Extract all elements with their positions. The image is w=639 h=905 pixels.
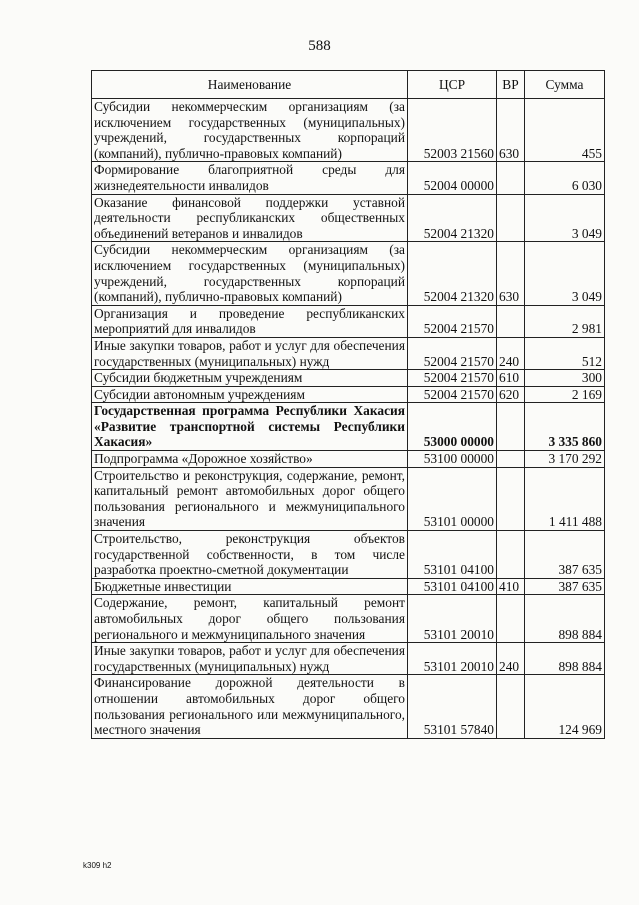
row-csr-cell: 53101 57840 (408, 675, 497, 738)
table-row (92, 305, 605, 337)
row-name-cell: Бюджетные инвестиции (92, 578, 408, 595)
row-name-cell: Организация и проведение республиканских мероприятий для инвалидов (92, 305, 408, 337)
row-vr-cell: 610 (497, 370, 525, 387)
row-name-cell: Субсидии бюджетным учреждениям (92, 370, 408, 387)
row-csr-cell: 53101 04100 (408, 531, 497, 579)
row-csr-cell: 52004 21570 (408, 370, 497, 387)
table-row (92, 242, 605, 305)
row-sum-cell: 455 (525, 99, 605, 162)
row-name-cell: Субсидии некоммерческим организациям (за исключением государственных (муниципальных) учреждений, государственных корпораций (компаний), публично-правовых компаний) (92, 242, 408, 305)
table-row (92, 467, 605, 530)
header-sum: Сумма (525, 71, 605, 99)
row-vr-cell (497, 403, 525, 451)
table-row (92, 194, 605, 242)
row-vr-cell (497, 451, 525, 468)
header-vr: ВР (497, 71, 525, 99)
table-row (92, 403, 605, 451)
table-row (92, 675, 605, 738)
row-vr-cell (497, 531, 525, 579)
table-row (92, 643, 605, 675)
row-vr-cell: 630 (497, 99, 525, 162)
row-vr-cell (497, 194, 525, 242)
row-sum-cell: 300 (525, 370, 605, 387)
budget-table (91, 70, 605, 739)
row-vr-cell: 240 (497, 337, 525, 369)
row-sum-cell: 387 635 (525, 578, 605, 595)
row-vr-cell (497, 467, 525, 530)
row-sum-cell: 898 884 (525, 643, 605, 675)
row-csr-cell: 52004 21570 (408, 386, 497, 403)
row-name-cell: Строительство, реконструкция объектов государственной собственности, в том числе разработка проектно-сметной документации (92, 531, 408, 579)
row-name-cell: Иные закупки товаров, работ и услуг для обеспечения государственных (муниципальных) нужд (92, 337, 408, 369)
row-sum-cell: 387 635 (525, 531, 605, 579)
table-row (92, 531, 605, 579)
row-name-cell: Государственная программа Республики Хакасия «Развитие транспортной системы Республики Хакасия» (92, 403, 408, 451)
row-vr-cell (497, 305, 525, 337)
row-name-cell: Субсидии автономным учреждениям (92, 386, 408, 403)
row-vr-cell: 630 (497, 242, 525, 305)
table-row (92, 451, 605, 468)
row-sum-cell: 1 411 488 (525, 467, 605, 530)
row-vr-cell (497, 675, 525, 738)
row-name-cell: Подпрограмма «Дорожное хозяйство» (92, 451, 408, 468)
row-sum-cell: 2 981 (525, 305, 605, 337)
row-sum-cell: 898 884 (525, 595, 605, 643)
row-name-cell: Субсидии некоммерческим организациям (за исключением государственных (муниципальных) учреждений, государственных корпораций (компаний), публично-правовых компаний) (92, 99, 408, 162)
header-csr: ЦСР (408, 71, 497, 99)
row-csr-cell: 52004 00000 (408, 162, 497, 194)
row-csr-cell: 53101 20010 (408, 643, 497, 675)
row-csr-cell: 52004 21320 (408, 242, 497, 305)
table-header-row (92, 71, 605, 99)
table-row (92, 99, 605, 162)
row-csr-cell: 52004 21570 (408, 337, 497, 369)
row-sum-cell: 3 049 (525, 242, 605, 305)
row-vr-cell: 620 (497, 386, 525, 403)
row-csr-cell: 52003 21560 (408, 99, 497, 162)
table-row (92, 370, 605, 387)
footer-code: k309 h2 (83, 861, 112, 870)
row-vr-cell (497, 595, 525, 643)
row-name-cell: Формирование благоприятной среды для жизнедеятельности инвалидов (92, 162, 408, 194)
row-sum-cell: 3 049 (525, 194, 605, 242)
table-row (92, 595, 605, 643)
row-name-cell: Финансирование дорожной деятельности в отношении автомобильных дорог общего пользования регионального или межмуниципального, местного значения (92, 675, 408, 738)
row-csr-cell: 53101 20010 (408, 595, 497, 643)
row-vr-cell: 240 (497, 643, 525, 675)
row-csr-cell: 53101 04100 (408, 578, 497, 595)
header-name: Наименование (92, 71, 408, 99)
row-sum-cell: 512 (525, 337, 605, 369)
row-vr-cell (497, 162, 525, 194)
row-csr-cell: 52004 21320 (408, 194, 497, 242)
row-csr-cell: 53101 00000 (408, 467, 497, 530)
row-name-cell: Содержание, ремонт, капитальный ремонт автомобильных дорог общего пользования регионального и межмуниципального значения (92, 595, 408, 643)
table-row (92, 162, 605, 194)
row-sum-cell: 3 335 860 (525, 403, 605, 451)
row-sum-cell: 3 170 292 (525, 451, 605, 468)
row-sum-cell: 124 969 (525, 675, 605, 738)
row-sum-cell: 2 169 (525, 386, 605, 403)
table-row (92, 337, 605, 369)
row-name-cell: Оказание финансовой поддержки уставной деятельности республиканских общественных объединений ветеранов и инвалидов (92, 194, 408, 242)
table-row (92, 386, 605, 403)
row-csr-cell: 53000 00000 (408, 403, 497, 451)
page-number: 588 (308, 38, 331, 54)
table-row (92, 578, 605, 595)
row-vr-cell: 410 (497, 578, 525, 595)
row-sum-cell: 6 030 (525, 162, 605, 194)
row-name-cell: Иные закупки товаров, работ и услуг для обеспечения государственных (муниципальных) нужд (92, 643, 408, 675)
row-csr-cell: 53100 00000 (408, 451, 497, 468)
row-name-cell: Строительство и реконструкция, содержание, ремонт, капитальный ремонт автомобильных дорог общего пользования регионального и межмуниципального значения (92, 467, 408, 530)
row-csr-cell: 52004 21570 (408, 305, 497, 337)
